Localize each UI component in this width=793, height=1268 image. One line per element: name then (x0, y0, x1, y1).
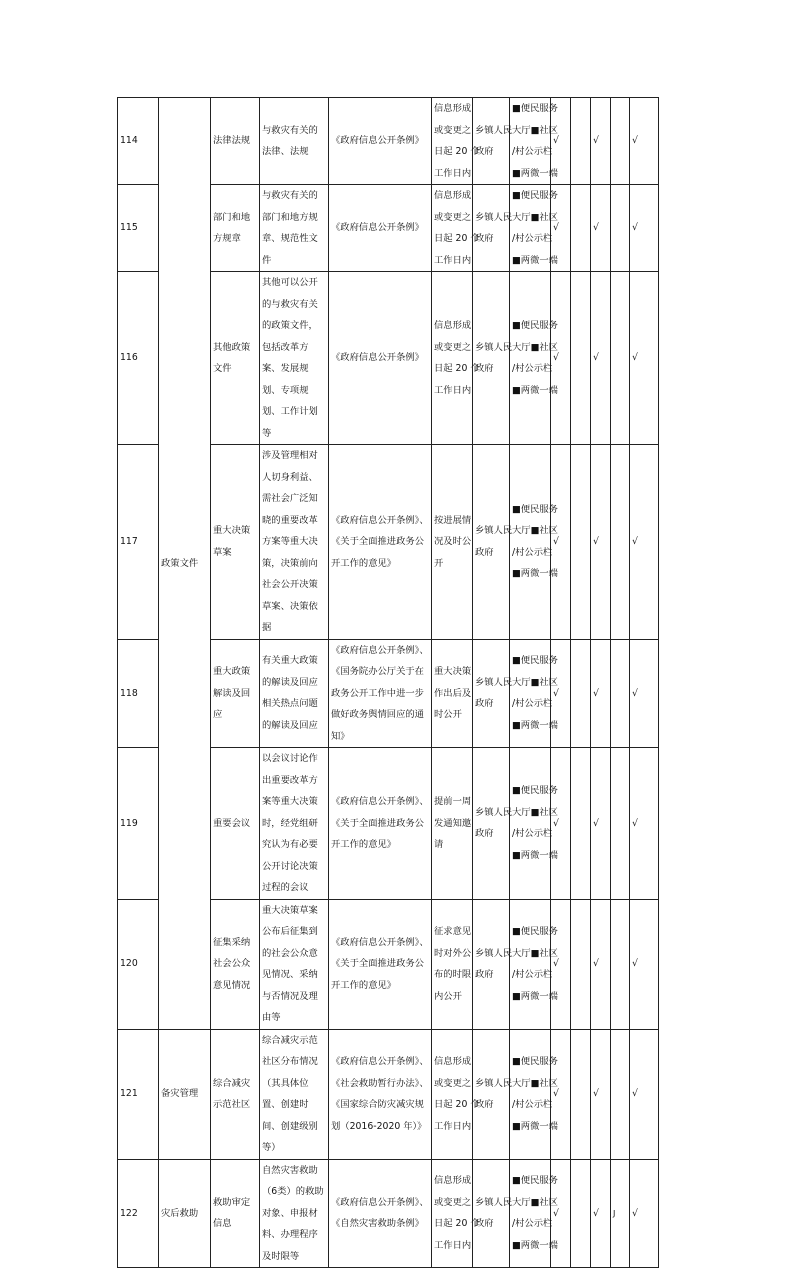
subject-cell: 乡镇人民 政府 (473, 98, 510, 185)
subject-cell: 乡镇人民 政府 (473, 445, 510, 640)
row-number: 118 (118, 639, 159, 748)
row-number: 121 (118, 1029, 159, 1159)
check-mark: √ (551, 445, 571, 640)
basis-cell: 《政府信息公开条例》、《国务院办公厅关于在政务公开工作中进一步做好政务舆情回应的通知》 (329, 639, 432, 748)
empty-cell (611, 98, 630, 185)
content-cell: 与救灾有关的法律、法规 (260, 98, 329, 185)
empty-cell (611, 1029, 630, 1159)
check-mark: √ (591, 185, 611, 272)
check-mark: √ (551, 272, 571, 445)
time-limit-cell: 信息形成 或变更之 日起 20 个 工作日内 (432, 1159, 473, 1268)
row-number: 119 (118, 748, 159, 900)
check-mark: √ (630, 445, 659, 640)
item-cell: 部门和地方规章 (211, 185, 260, 272)
time-limit-cell: 提前一周 发通知邀 请 (432, 748, 473, 900)
check-mark: √ (591, 1029, 611, 1159)
row-number: 114 (118, 98, 159, 185)
check-mark: √ (591, 1159, 611, 1268)
item-cell: 重大政策解读及回应 (211, 639, 260, 748)
row-number: 117 (118, 445, 159, 640)
check-mark: √ (630, 899, 659, 1029)
check-mark: √ (630, 1159, 659, 1268)
table-row (118, 1159, 659, 1268)
item-cell: 征集采纳社会公众意见情况 (211, 899, 260, 1029)
time-limit-cell: 信息形成 或变更之 日起 20 个 工作日内 (432, 1029, 473, 1159)
empty-cell (611, 272, 630, 445)
empty-cell (611, 639, 630, 748)
content-cell: 与救灾有关的部门和地方规章、规范性文件 (260, 185, 329, 272)
category-cell: 备灾管理 (159, 1029, 211, 1159)
empty-cell (571, 1029, 591, 1159)
empty-cell (571, 899, 591, 1029)
row-number: 120 (118, 899, 159, 1029)
time-limit-cell: 征求意见 时对外公 布的时限 内公开 (432, 899, 473, 1029)
empty-cell (611, 899, 630, 1029)
basis-cell: 《政府信息公开条例》 (329, 98, 432, 185)
check-mark: √ (630, 185, 659, 272)
time-limit-cell: 按进展情 况及时公 开 (432, 445, 473, 640)
check-mark: √ (591, 98, 611, 185)
item-cell: 救助审定信息 (211, 1159, 260, 1268)
subject-cell: 乡镇人民 政府 (473, 1159, 510, 1268)
check-mark: √ (591, 748, 611, 900)
basis-cell: 《政府信息公开条例》 (329, 272, 432, 445)
empty-cell (571, 98, 591, 185)
row-number: 122 (118, 1159, 159, 1268)
extra-mark: J (611, 1159, 630, 1268)
item-cell: 其他政策文件 (211, 272, 260, 445)
subject-cell: 乡镇人民 政府 (473, 185, 510, 272)
empty-cell (571, 748, 591, 900)
check-mark: √ (551, 748, 571, 900)
content-cell: 其他可以公开的与救灾有关的政策文件，包括改革方案、发展规划、专项规划、工作计划等 (260, 272, 329, 445)
item-cell: 重要会议 (211, 748, 260, 900)
empty-cell (571, 445, 591, 640)
item-cell: 重大决策草案 (211, 445, 260, 640)
basis-cell: 《政府信息公开条例》 (329, 185, 432, 272)
content-cell: 以会议讨论作出重要改革方案等重大决策时，经党组研究认为有必要公开讨论决策过程的会议 (260, 748, 329, 900)
disclosure-table (117, 97, 659, 1268)
channel-cell: ■便民服务 大厅■社区 /村公示栏 ■两微一端 (510, 445, 551, 640)
content-cell: 自然灾害救助（6类）的救助对象、申报材料、办理程序及时限等 (260, 1159, 329, 1268)
empty-cell (571, 272, 591, 445)
subject-cell: 乡镇人民 政府 (473, 1029, 510, 1159)
content-cell: 重大决策草案公布后征集到的社会公众意见情况、采纳与否情况及理由等 (260, 899, 329, 1029)
empty-cell (611, 748, 630, 900)
basis-cell: 《政府信息公开条例》、《关于全面推进政务公开工作的意见》 (329, 445, 432, 640)
empty-cell (571, 639, 591, 748)
basis-cell: 《政府信息公开条例》、《自然灾害救助条例》 (329, 1159, 432, 1268)
check-mark: √ (591, 272, 611, 445)
subject-cell: 乡镇人民 政府 (473, 748, 510, 900)
check-mark: √ (551, 899, 571, 1029)
time-limit-cell: 信息形成 或变更之 日起 20 个 工作日内 (432, 98, 473, 185)
basis-cell: 《政府信息公开条例》、《关于全面推进政务公开工作的意见》 (329, 748, 432, 900)
check-mark: √ (630, 748, 659, 900)
item-cell: 综合减灾示范社区 (211, 1029, 260, 1159)
empty-cell (571, 1159, 591, 1268)
check-mark: √ (630, 272, 659, 445)
category-cell: 政策文件 (159, 98, 211, 1030)
time-limit-cell: 信息形成 或变更之 日起 20 个 工作日内 (432, 185, 473, 272)
basis-cell: 《政府信息公开条例》、《社会救助暂行办法》、《国家综合防灾减灾规划（2016-2020 年）》 (329, 1029, 432, 1159)
check-mark: √ (630, 639, 659, 748)
check-mark: √ (551, 1159, 571, 1268)
channel-cell: ■便民服务 大厅■社区 /村公示栏 ■两微一端 (510, 1029, 551, 1159)
subject-cell: 乡镇人民 政府 (473, 899, 510, 1029)
basis-cell: 《政府信息公开条例》、《关于全面推进政务公开工作的意见》 (329, 899, 432, 1029)
table-row (118, 98, 659, 185)
channel-cell: ■便民服务 大厅■社区 /村公示栏 ■两微一端 (510, 748, 551, 900)
check-mark: √ (551, 185, 571, 272)
table-row (118, 1029, 659, 1159)
check-mark: √ (551, 1029, 571, 1159)
check-mark: √ (591, 639, 611, 748)
check-mark: √ (630, 1029, 659, 1159)
category-cell: 灾后救助 (159, 1159, 211, 1268)
empty-cell (611, 445, 630, 640)
check-mark: √ (591, 445, 611, 640)
content-cell: 涉及管理相对人切身利益、需社会广泛知晓的重要改革方案等重大决策，决策前向社会公开决策草案、决策依据 (260, 445, 329, 640)
time-limit-cell: 重大决策 作出后及 时公开 (432, 639, 473, 748)
check-mark: √ (551, 98, 571, 185)
channel-cell: ■便民服务 大厅■社区 /村公示栏 ■两微一端 (510, 98, 551, 185)
row-number: 115 (118, 185, 159, 272)
channel-cell: ■便民服务 大厅■社区 /村公示栏 ■两微一端 (510, 899, 551, 1029)
empty-cell (571, 185, 591, 272)
content-cell: 有关重大政策的解读及回应相关热点问题的解读及回应 (260, 639, 329, 748)
check-mark: √ (551, 639, 571, 748)
time-limit-cell: 信息形成 或变更之 日起 20 个 工作日内 (432, 272, 473, 445)
subject-cell: 乡镇人民 政府 (473, 272, 510, 445)
channel-cell: ■便民服务 大厅■社区 /村公示栏 ■两微一端 (510, 185, 551, 272)
channel-cell: ■便民服务 大厅■社区 /村公示栏 ■两微一端 (510, 639, 551, 748)
content-cell: 综合减灾示范社区分布情况（其具体位置、创建时间、创建级别等） (260, 1029, 329, 1159)
channel-cell: ■便民服务 大厅■社区 /村公示栏 ■两微一端 (510, 272, 551, 445)
subject-cell: 乡镇人民 政府 (473, 639, 510, 748)
check-mark: √ (591, 899, 611, 1029)
channel-cell: ■便民服务 大厅■社区 /村公示栏 ■两微一端 (510, 1159, 551, 1268)
check-mark: √ (630, 98, 659, 185)
item-cell: 法律法规 (211, 98, 260, 185)
empty-cell (611, 185, 630, 272)
row-number: 116 (118, 272, 159, 445)
